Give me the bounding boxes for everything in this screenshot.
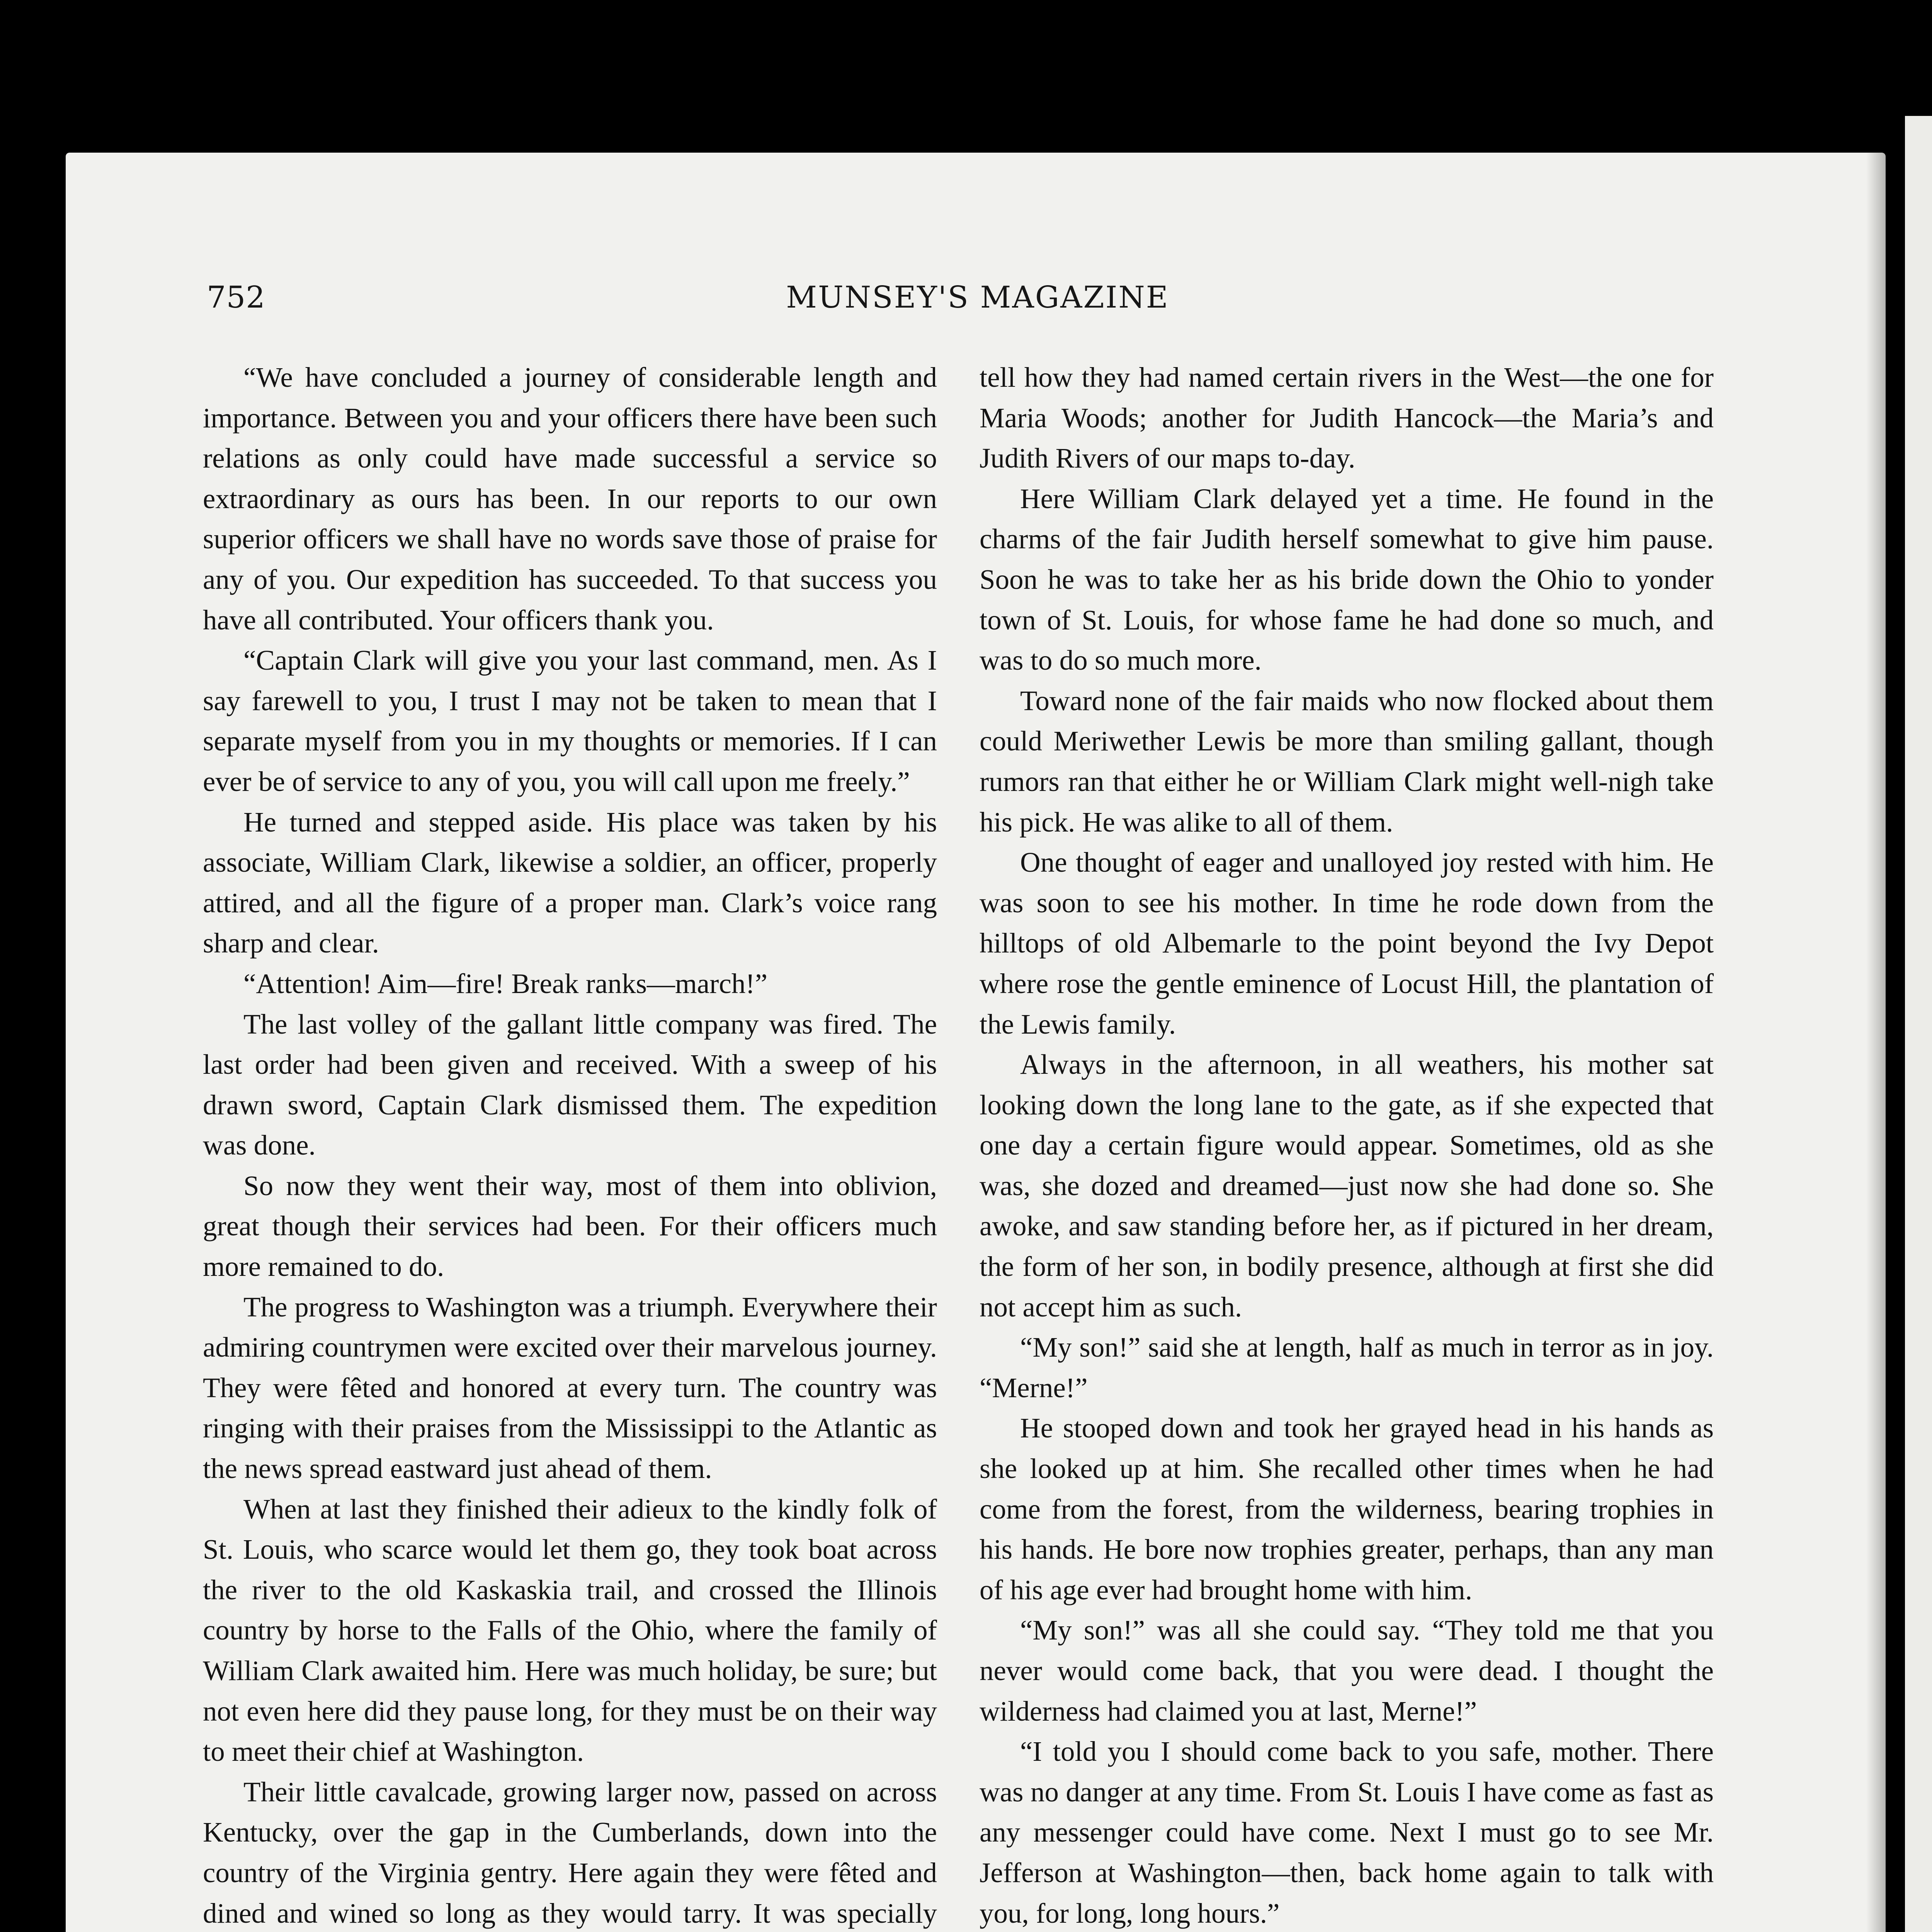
paragraph: Here William Clark delayed yet a time. He found in the charms of the fair Judith herself somewhat to give him pause. Soon he was to take her as his bride down the Ohio to yonder town of St. Louis, for whose fame he had done so much, and was to do so much more. bbox=[980, 483, 1714, 676]
paragraph: He turned and stepped aside. His place was taken by his associate, William Clark, likewise a soldier, an officer, properly attired, and all the figure of a proper man. Clark’s voice rang sharp and clear. bbox=[203, 806, 937, 959]
paragraph: He stooped down and took her grayed head in his hands as she looked up at him. She recalled other times when he had come from the forest, from the wilderness, bearing trophies in his hands. He bore now trophies greater, perhaps, than any man of his age ever had brought home with him. bbox=[980, 1412, 1714, 1605]
paragraph: When at last they finished their adieux to the kindly folk of St. Louis, who scarce would let them go, they took boat across the river to the old Kaskaskia trail, and crossed the Illinois country by horse to the Falls of the Ohio, where the family of William Clark awaited him. Here was much holiday, be sure; but not even here did they pause long, for they must be on their way to meet their chief at Washington. bbox=[203, 1493, 937, 1767]
paragraph: “My son!” was all she could say. “They told me that you never would come back, that you were dead. I thought the wilderness had claimed you at last, Merne!” bbox=[980, 1614, 1714, 1727]
paragraph: One thought of eager and unalloyed joy rested with him. He was soon to see his mother. In time he rode down from the hilltops of old Albemarle to the point beyond the Ivy Depot where rose the gentle eminence of Locust Hill, the plantation of the Lewis family. bbox=[980, 847, 1714, 1040]
running-head bbox=[207, 280, 1748, 319]
page-number: 752 bbox=[207, 280, 265, 315]
paragraph: “Attention! Aim—fire! Break ranks—march!” bbox=[243, 968, 768, 999]
paragraph: The last volley of the gallant little company was fired. The last order had been given and received. With a sweep of his drawn sword, Captain Clark dismissed them. The expedition was done. bbox=[203, 1008, 937, 1161]
paragraph: Always in the afternoon, in all weathers, his mother sat looking down the long lane to the gate, as if she expected that one day a certain figure would appear. Sometimes, old as she was, she dozed and dreamed—just now she had done so. She awoke, and saw standing before her, as if pictured in her dream, the form of her son, in bodily presence, although at first she did not accept him as such. bbox=[980, 1049, 1714, 1323]
paragraph: “We have concluded a journey of considerable length and importance. Between you and your officers there have been such relations as only could have made successful a service so extraordinary as ours has been. In our reports to our own superior officers we shall have no words save those of praise for any of you. Our expedition has succeeded. To that success you have all contributed. Your officers thank you. bbox=[203, 362, 937, 636]
paragraph: Toward none of the fair maids who now flocked about them could Meriwether Lewis be more than smiling gallant, though rumors ran that either he or William Clark might well-nigh take his pick. He was alike to all of them. bbox=[980, 685, 1714, 838]
paragraph: So now they went their way, most of them into oblivion, great though their services had been. For their officers much more remained to do. bbox=[203, 1170, 937, 1282]
right-text-column bbox=[980, 357, 1714, 1932]
magazine-title: MUNSEY'S MAGAZINE bbox=[786, 280, 1169, 315]
paragraph: “Captain Clark will give you your last command, men. As I say farewell to you, I trust I may not be taken to mean that I separate myself from you in my thoughts or memories. If I can ever be of service to any of you, you will call upon me freely.” bbox=[203, 645, 937, 797]
magazine-page bbox=[66, 153, 1886, 1932]
paragraph: tell how they had named certain rivers in the West—the one for Maria Woods; another for Judith Hancock—the Maria’s and Judith Rivers of our maps to-day. bbox=[980, 362, 1714, 474]
left-text-column bbox=[203, 357, 937, 1932]
gutter-shadow bbox=[1866, 153, 1886, 1932]
paragraph: Their little cavalcade, growing larger now, passed on across Kentucky, over the gap in the Cumberlands, down into the country of the Virginia gentry. Here again they were fêted and dined and wined so long as they would tarry. It was specially bbox=[203, 1776, 937, 1929]
paragraph: The progress to Washington was a triumph. Everywhere their admiring countrymen were excited over their marvelous journey. They were fêted and honored at every turn. The country was ringing with their praises from the Mississippi to the Atlantic as the news spread eastward just ahead of them. bbox=[203, 1291, 937, 1485]
paragraph: “My son!” said she at length, half as much in terror as in joy. “Merne!” bbox=[980, 1332, 1714, 1403]
adjacent-page-edge bbox=[1905, 116, 1932, 1932]
paragraph: “I told you I should come back to you safe, mother. There was no danger at any time. From St. Louis I have come as fast as any messenger could have come. Next I must go to see Mr. Jefferson at Washington—then, back home again to talk with you, for long, long hours.” bbox=[980, 1736, 1714, 1929]
